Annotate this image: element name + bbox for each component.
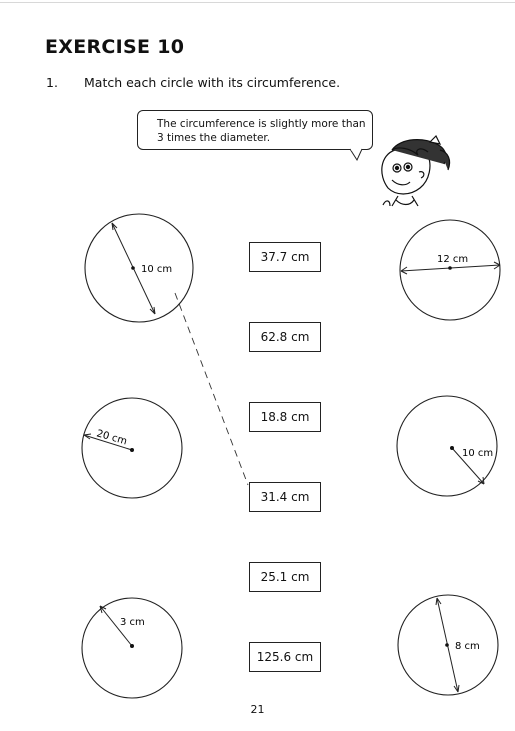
bubble-tail	[350, 149, 362, 160]
answer-box-2[interactable]: 62.8 cm	[249, 322, 321, 352]
answer-box-6[interactable]: 125.6 cm	[249, 642, 321, 672]
circle-left-3-label: 3 cm	[120, 617, 145, 628]
circle-right-3-label: 8 cm	[455, 641, 480, 652]
circle-left-2-label: 20 cm	[95, 428, 129, 448]
girl-cartoon-icon	[382, 136, 450, 206]
answer-box-1[interactable]: 37.7 cm	[249, 242, 321, 272]
page-number: 21	[250, 703, 265, 716]
example-match-line	[175, 293, 248, 485]
circle-left-2	[82, 398, 182, 498]
question-number: 1.	[46, 75, 58, 90]
circle-left-3	[82, 598, 182, 698]
circle-right-1	[400, 220, 500, 320]
circle-right-2-label: 10 cm	[462, 448, 494, 459]
circle-right-1-label: 12 cm	[437, 254, 469, 265]
answer-box-5[interactable]: 25.1 cm	[249, 562, 321, 592]
page-title: EXERCISE 10	[45, 36, 185, 58]
answer-box-4[interactable]: 31.4 cm	[249, 482, 321, 512]
hint-text: The circumference is slightly more than 3 times the diameter.	[157, 118, 366, 144]
circle-left-1-label: 10 cm	[141, 264, 173, 275]
answer-box-3[interactable]: 18.8 cm	[249, 402, 321, 432]
circle-left-1	[85, 214, 193, 322]
circle-right-2	[397, 396, 497, 496]
question-text: Match each circle with its circumference.	[84, 75, 341, 90]
circle-right-3	[398, 595, 498, 695]
